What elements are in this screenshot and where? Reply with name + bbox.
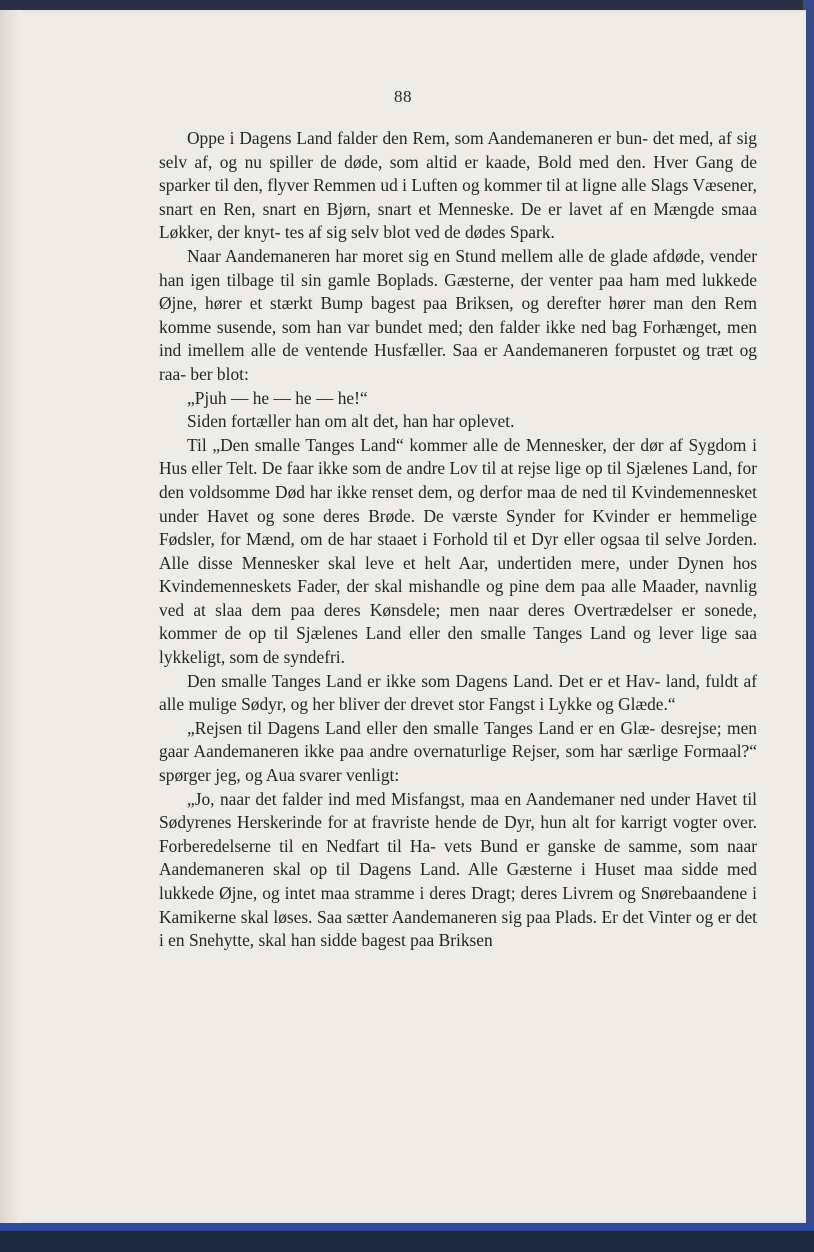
paragraph: „Pjuh — he — he — he!“ — [187, 387, 368, 408]
page-gutter-shadow — [0, 10, 22, 1223]
paragraph: Til „Den smalle Tanges Land“ kommer alle de Mennesker, der dør af Sygdom i Hus eller Telt. De faar ikke som de andre Lov til at rejse lige op til Sjælenes Land, for den voldsomme Død har ikke renset dem, og derfor maa de ned til Kvindemennesket under Havet og sone deres Brøde. De værste Synder for Kvinder er hemmelige Fødsler, for Mænd, om de har staaet i Forhold til et Dyr eller ogsaa til selve Jorden. Alle disse Mennesker skal leve et helt Aar, undertiden mere, under Dynen hos Kvindemenneskets Fader, der skal mishandle og pine dem paa alle Maader, navnlig ved at slaa dem paa deres Kønsdele; men naar deres Overtrædelser er sonede, kommer de op til Sjælenes Land eller den smalle Tanges Land og lever lige saa lykkeligt, som de syndefri. — [159, 434, 757, 668]
paragraph: Naar Aandemaneren har moret sig en Stund mellem alle de glade afdøde, vender han igen tilbage til sin gamle Boplads. Gæsterne, der venter paa ham med lukkede Øjne, hører et stærkt Bump bagest paa Briksen, og derefter hører man den Rem komme susende, som han var bundet med; den falder ikke ned bag Forhænget, men ind imellem alle de ventende Husfæller. Saa er Aandemaneren forpustet og træt og raa‐ ber blot: — [159, 245, 757, 384]
body-text — [159, 127, 757, 953]
page-number: 88 — [394, 87, 412, 106]
paragraph: „Jo, naar det falder ind med Misfangst, maa en Aandemaner ned under Havet til Sødyrenes Herskerinde for at fravriste hende de Dyr, hun alt for karrigt vogter over. Forberedelserne til en Nedfart til Ha‐ vets Bund er ganske de samme, som naar Aandemaneren skal op til Dagens Land. Alle Gæsterne i Huset maa sidde med lukkede Øjne, og intet maa stramme i deres Dragt; deres Livrem og Snørebaandene i Kamikerne skal løses. Saa sætter Aandemaneren sig paa Plads. Er det Vinter og er det i en Snehytte, skal han sidde bagest paa Briksen — [159, 788, 757, 951]
paragraph: Den smalle Tanges Land er ikke som Dagens Land. Det er et Hav‐ land, fuldt af alle mulige Sødyr, og her bliver der drevet stor Fangst i Lykke og Glæde.“ — [159, 670, 757, 715]
paragraph: „Rejsen til Dagens Land eller den smalle Tanges Land er en Glæ‐ desrejse; men gaar Aandemaneren ikke paa andre overnaturlige Rejser, som har særlige Formaal?“ spørger jeg, og Aua svarer venligt: — [159, 717, 757, 786]
paragraph: Oppe i Dagens Land falder den Rem, som Aandemaneren er bun‐ det med, af sig selv af, og nu spiller de døde, som altid er kaade, Bold med den. Hver Gang de sparker til den, flyver Remmen ud i Luften og kommer til at ligne alle Slags Væsener, snart en Ren, snart en Bjørn, snart et Menneske. De er lavet af en Mængde smaa Løkker, der knyt‐ tes af sig selv blot ved de dødes Spark. — [159, 128, 757, 243]
book-cover-strip — [0, 1222, 814, 1231]
paragraph: Siden fortæller han om alt det, han har oplevet. — [187, 411, 515, 432]
scan-bottom-border — [0, 1222, 814, 1252]
